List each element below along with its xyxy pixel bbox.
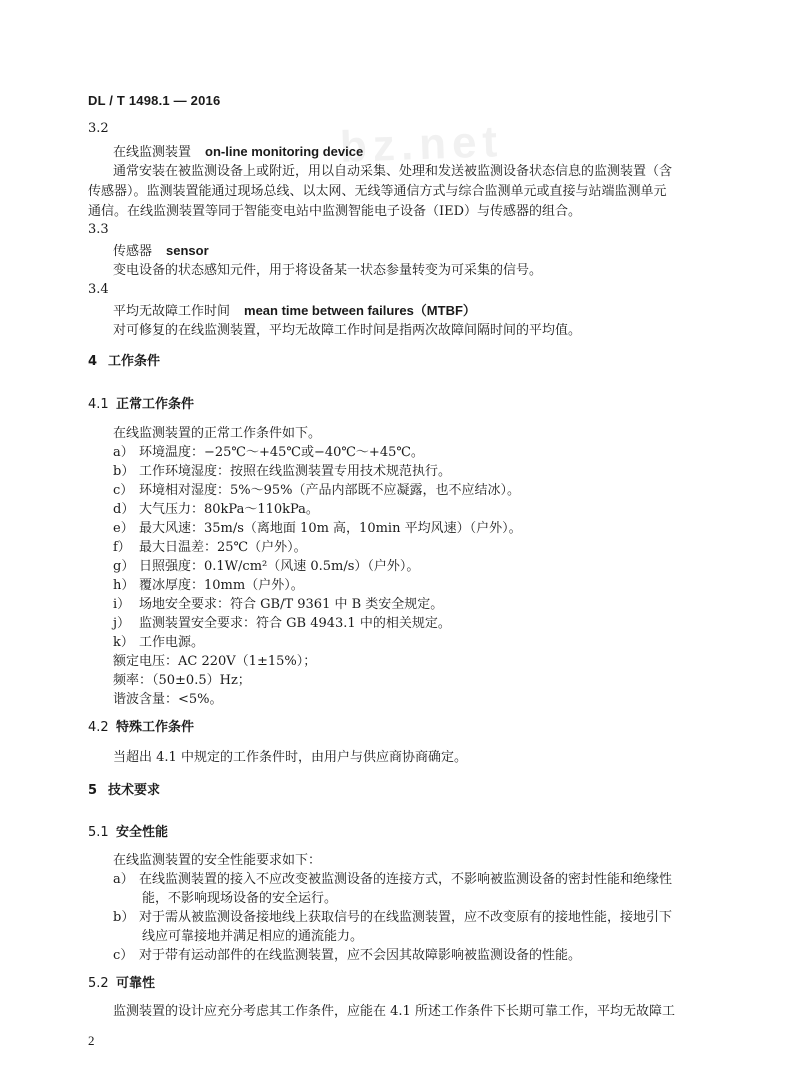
list-label: a） [113, 872, 134, 887]
list-item [113, 634, 204, 652]
page-number: 2 [88, 1033, 95, 1048]
list-text: 大气压力：80kPa～110kPa。 [139, 502, 319, 517]
clause-3-3-number: 3.3 [88, 222, 109, 237]
list-label: b） [113, 464, 135, 479]
clause-3-4-number: 3.4 [88, 282, 109, 297]
section-number: 4 [88, 354, 98, 369]
section-title: 特殊工作条件 [116, 720, 195, 735]
power-frequency: 频率：（50±0.5）Hz； [113, 673, 251, 688]
term-en: on-line monitoring device [205, 144, 364, 159]
section-4-1-intro: 在线监测装置的正常工作条件如下。 [113, 426, 322, 441]
section-title: 安全性能 [116, 825, 169, 840]
section-4-2-text: 当超出 4.1 中规定的工作条件时，由用户与供应商协商确定。 [113, 750, 467, 765]
term-en: sensor [166, 243, 209, 258]
section-number: 4.2 [88, 720, 109, 735]
list-item [113, 539, 307, 557]
term-en: mean time between failures（MTBF） [244, 303, 476, 318]
list-item [113, 909, 672, 927]
section-number: 5.2 [88, 976, 109, 991]
section-5-heading [88, 782, 160, 800]
list-item [113, 947, 581, 965]
section-number: 4.1 [88, 397, 109, 412]
list-item-continuation: 线应可靠接地并满足相应的通流能力。 [142, 929, 364, 944]
term-cn: 在线监测装置 [113, 145, 192, 160]
clause-3-4-term [113, 302, 476, 321]
list-text: 日照强度：0.1W/cm²（风速 0.5m/s）（户外）。 [139, 559, 420, 574]
section-4-1-heading [88, 396, 194, 414]
list-text: 工作电源。 [139, 635, 205, 650]
power-harmonics: 谐波含量：<5%。 [113, 692, 223, 707]
clause-3-2-line-1: 通常安装在被监测设备上或附近，用以自动采集、处理和发送被监测设备状态信息的监测装置（含 [113, 164, 673, 179]
list-label: b） [113, 910, 135, 925]
watermark: bz.net [339, 117, 504, 172]
section-5-2-text: 监测装置的设计应充分考虑其工作条件，应能在 4.1 所述工作条件下长期可靠工作，平均无故障工 [113, 1004, 675, 1019]
list-label: c） [113, 483, 134, 498]
section-4-heading [88, 353, 160, 371]
clause-3-2-line-3: 通信。在线监测装置等同于智能变电站中监测智能电子设备（IED）与传感器的组合。 [88, 204, 582, 219]
section-title: 技术要求 [108, 783, 161, 798]
list-label: a） [113, 445, 134, 460]
list-label: i） [113, 597, 131, 612]
section-5-1-heading [88, 824, 168, 842]
list-label: d） [113, 502, 135, 517]
list-text: 最大日温差：25℃（户外）。 [139, 540, 307, 555]
list-label: f） [113, 540, 131, 555]
clause-3-3-term [113, 242, 209, 261]
list-item [113, 558, 419, 576]
list-text: 覆冰厚度：10mm（户外）。 [139, 578, 304, 593]
standard-header: DL / T 1498.1 — 2016 [88, 93, 221, 108]
list-item [113, 444, 424, 462]
list-text: 对于需从被监测设备接地线上获取信号的在线监测装置，应不改变原有的接地性能，接地引下 [139, 910, 673, 925]
section-title: 正常工作条件 [116, 397, 195, 412]
list-text: 对于带有运动部件的在线监测装置，应不会因其故障影响被监测设备的性能。 [139, 948, 582, 963]
clause-3-2-number: 3.2 [88, 121, 109, 136]
list-label: g） [113, 559, 135, 574]
clause-3-4-line-1: 对可修复的在线监测装置，平均无故障工作时间是指两次故障间隔时间的平均值。 [113, 323, 582, 338]
list-item [113, 577, 304, 595]
term-cn: 平均无故障工作时间 [113, 304, 231, 319]
list-item [113, 501, 319, 519]
clause-3-2-line-2: 传感器）。监测装置能通过现场总线、以太网、无线等通信方式与综合监测单元或直接与站端监测单元 [88, 184, 667, 199]
list-text: 环境温度：−25℃～+45℃或−40℃～+45℃。 [139, 445, 424, 460]
list-label: e） [113, 521, 134, 536]
clause-3-2-term [113, 143, 363, 162]
list-item [113, 463, 451, 481]
term-cn: 传感器 [113, 244, 153, 259]
list-item-continuation: 能，不影响现场设备的安全运行。 [142, 891, 338, 906]
section-5-1-intro: 在线监测装置的安全性能要求如下： [113, 853, 322, 868]
power-voltage: 额定电压：AC 220V（1±15%）； [113, 654, 317, 669]
section-title: 可靠性 [116, 976, 156, 991]
list-text: 在线监测装置的接入不应改变被监测设备的连接方式，不影响被监测设备的密封性能和绝缘性 [139, 872, 673, 887]
section-title: 工作条件 [108, 354, 161, 369]
section-number: 5.1 [88, 825, 109, 840]
list-item [113, 520, 522, 538]
clause-3-3-line-1: 变电设备的状态感知元件，用于将设备某一状态参量转变为可采集的信号。 [113, 263, 543, 278]
list-label: h） [113, 578, 135, 593]
list-label: c） [113, 948, 134, 963]
list-item [113, 596, 443, 614]
list-label: k） [113, 635, 134, 650]
list-text: 监测装置安全要求：符合 GB 4943.1 中的相关规定。 [139, 616, 451, 631]
list-text: 最大风速：35m/s（离地面 10m 高，10min 平均风速）（户外）。 [139, 521, 522, 536]
list-text: 环境相对湿度：5%～95%（产品内部既不应凝露，也不应结冰）。 [139, 483, 521, 498]
list-item [113, 482, 520, 500]
list-item [113, 615, 451, 633]
section-4-2-heading [88, 719, 194, 737]
list-text: 场地安全要求：符合 GB/T 9361 中 B 类安全规定。 [139, 597, 444, 612]
list-item [113, 871, 672, 889]
list-label: j） [113, 616, 131, 631]
section-5-2-heading [88, 975, 155, 993]
list-text: 工作环境湿度：按照在线监测装置专用技术规范执行。 [139, 464, 452, 479]
section-number: 5 [88, 783, 98, 798]
